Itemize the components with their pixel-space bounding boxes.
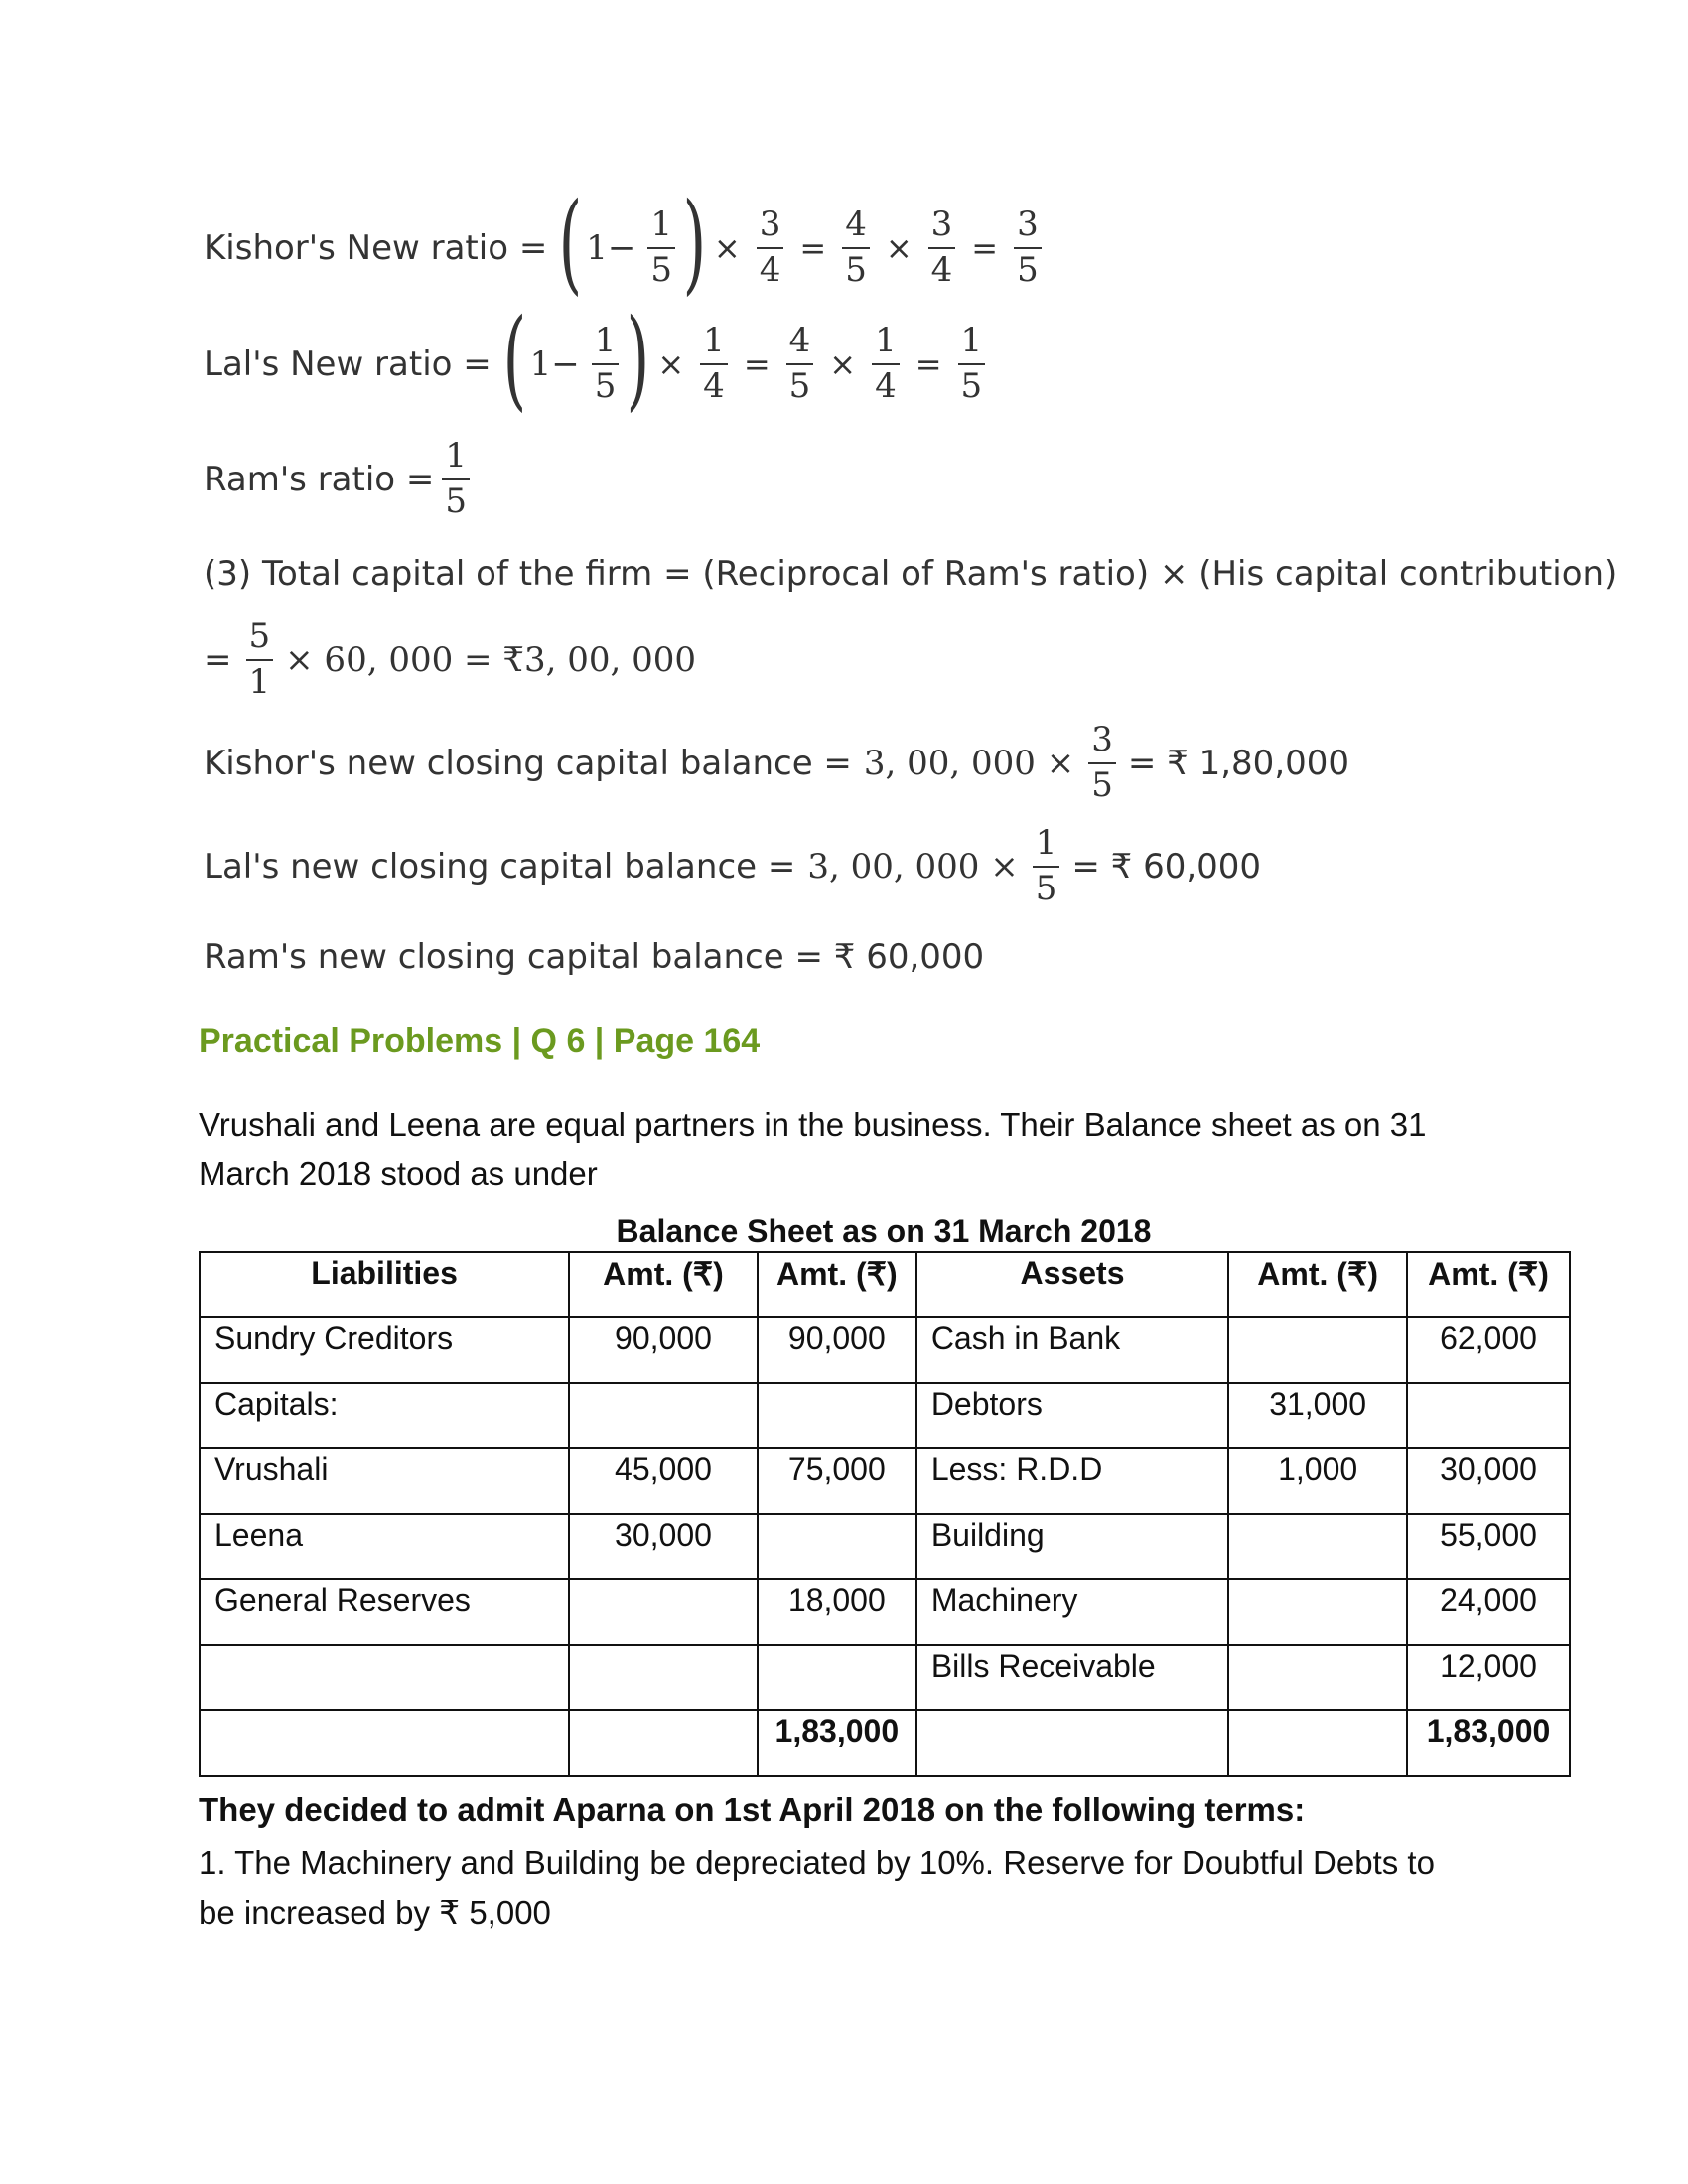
lal-closing-line: Lal's new closing capital balance = 3, 00, 000 × $\frac{1}{5}$ = ₹ 60,000 <box>204 823 1262 908</box>
fraction: $\frac{4}{5}$ <box>786 324 814 404</box>
ram-ratio-label: Ram's ratio = <box>204 459 435 499</box>
header-amount: Amt. (₹) <box>1407 1252 1570 1317</box>
fraction: $\frac{1}{5}$ <box>647 207 675 288</box>
ram-closing-line: Ram's new closing capital balance = ₹ 60,000 <box>204 937 985 977</box>
section-heading: Practical Problems | Q 6 | Page 164 <box>199 1023 761 1060</box>
paren-group: ( 1− $\frac{1}{5}$ ) <box>558 179 707 306</box>
fraction: $\frac{1}{5}$ <box>592 324 620 404</box>
lal-ratio-line: Lal's New ratio = ( 1− $\frac{1}{5}$ ) × $\frac{1}{4}$ = $\frac{4}{5}$ × $\frac{1}{4}$ = $\frac{1}{5}$ <box>204 310 993 419</box>
fraction: $\frac{3}{5}$ <box>1088 723 1116 803</box>
table-caption: Balance Sheet as on 31 March 2018 <box>616 1213 1152 1249</box>
table-total-row: 1,83,000 1,83,000 <box>200 1710 1570 1776</box>
header-amount: Amt. (₹) <box>569 1252 758 1317</box>
table-row: Leena 30,000 Building 55,000 <box>200 1514 1570 1579</box>
table-row: General Reserves 18,000 Machinery 24,000 <box>200 1579 1570 1645</box>
fraction: $\frac{1}{4}$ <box>872 324 900 404</box>
table-row: Vrushali 45,000 75,000 Less: R.D.D 1,000 30,000 <box>200 1448 1570 1514</box>
paren-group: ( 1− $\frac{1}{5}$ ) <box>502 295 650 422</box>
total-capital-line: (3) Total capital of the firm = (Reciprocal of Ram's ratio) × (His capital contribution) <box>204 554 1618 594</box>
term-1: 1. The Machinery and Building be depreciated by 10%. Reserve for Doubtful Debts to be increased by ₹ 5,000 <box>199 1844 1435 1931</box>
balance-sheet-table <box>199 1251 1571 1777</box>
kishor-ratio-line: Kishor's New ratio = ( 1− $\frac{1}{5}$ ) × $\frac{3}{4}$ = $\frac{4}{5}$ × $\frac{3}{4}$ = $\frac{3}{5}$ <box>204 194 1050 303</box>
fraction: $\frac{5}{1}$ <box>246 619 274 700</box>
fraction: $\frac{1}{4}$ <box>700 324 728 404</box>
terms-heading: They decided to admit Aparna on 1st April 2018 on the following terms: <box>199 1791 1306 1828</box>
total-capital-calc: = $\frac{5}{1}$ × 60, 000 = ₹3, 00, 000 <box>204 616 696 702</box>
fraction: $\frac{1}{5}$ <box>958 324 986 404</box>
intro-paragraph: Vrushali and Leena are equal partners in the business. Their Balance sheet as on 31 March 2018 stood as under <box>199 1106 1427 1192</box>
fraction: $\frac{1}{5}$ <box>1033 826 1060 906</box>
header-amount: Amt. (₹) <box>1228 1252 1407 1317</box>
header-liabilities: Liabilities <box>200 1252 569 1317</box>
table-row: Capitals: Debtors 31,000 <box>200 1383 1570 1448</box>
table-row: Bills Receivable 12,000 <box>200 1645 1570 1710</box>
fraction: $\frac{3}{4}$ <box>757 207 784 288</box>
fraction: $\frac{4}{5}$ <box>842 207 870 288</box>
ram-ratio-line <box>204 436 478 521</box>
header-assets: Assets <box>916 1252 1228 1317</box>
fraction: $\frac{3}{5}$ <box>1014 207 1042 288</box>
fraction: $\frac{3}{4}$ <box>928 207 956 288</box>
table-header-row <box>200 1252 1570 1317</box>
header-amount: Amt. (₹) <box>758 1252 916 1317</box>
kishor-ratio-label: Kishor's New ratio = <box>204 228 548 268</box>
fraction: $\frac{1}{5}$ <box>442 439 470 519</box>
table-row: Sundry Creditors 90,000 90,000 Cash in Bank 62,000 <box>200 1317 1570 1383</box>
kishor-closing-line: Kishor's new closing capital balance = 3, 00, 000 × $\frac{3}{5}$ = ₹ 1,80,000 <box>204 720 1350 805</box>
lal-ratio-label: Lal's New ratio = <box>204 344 492 384</box>
